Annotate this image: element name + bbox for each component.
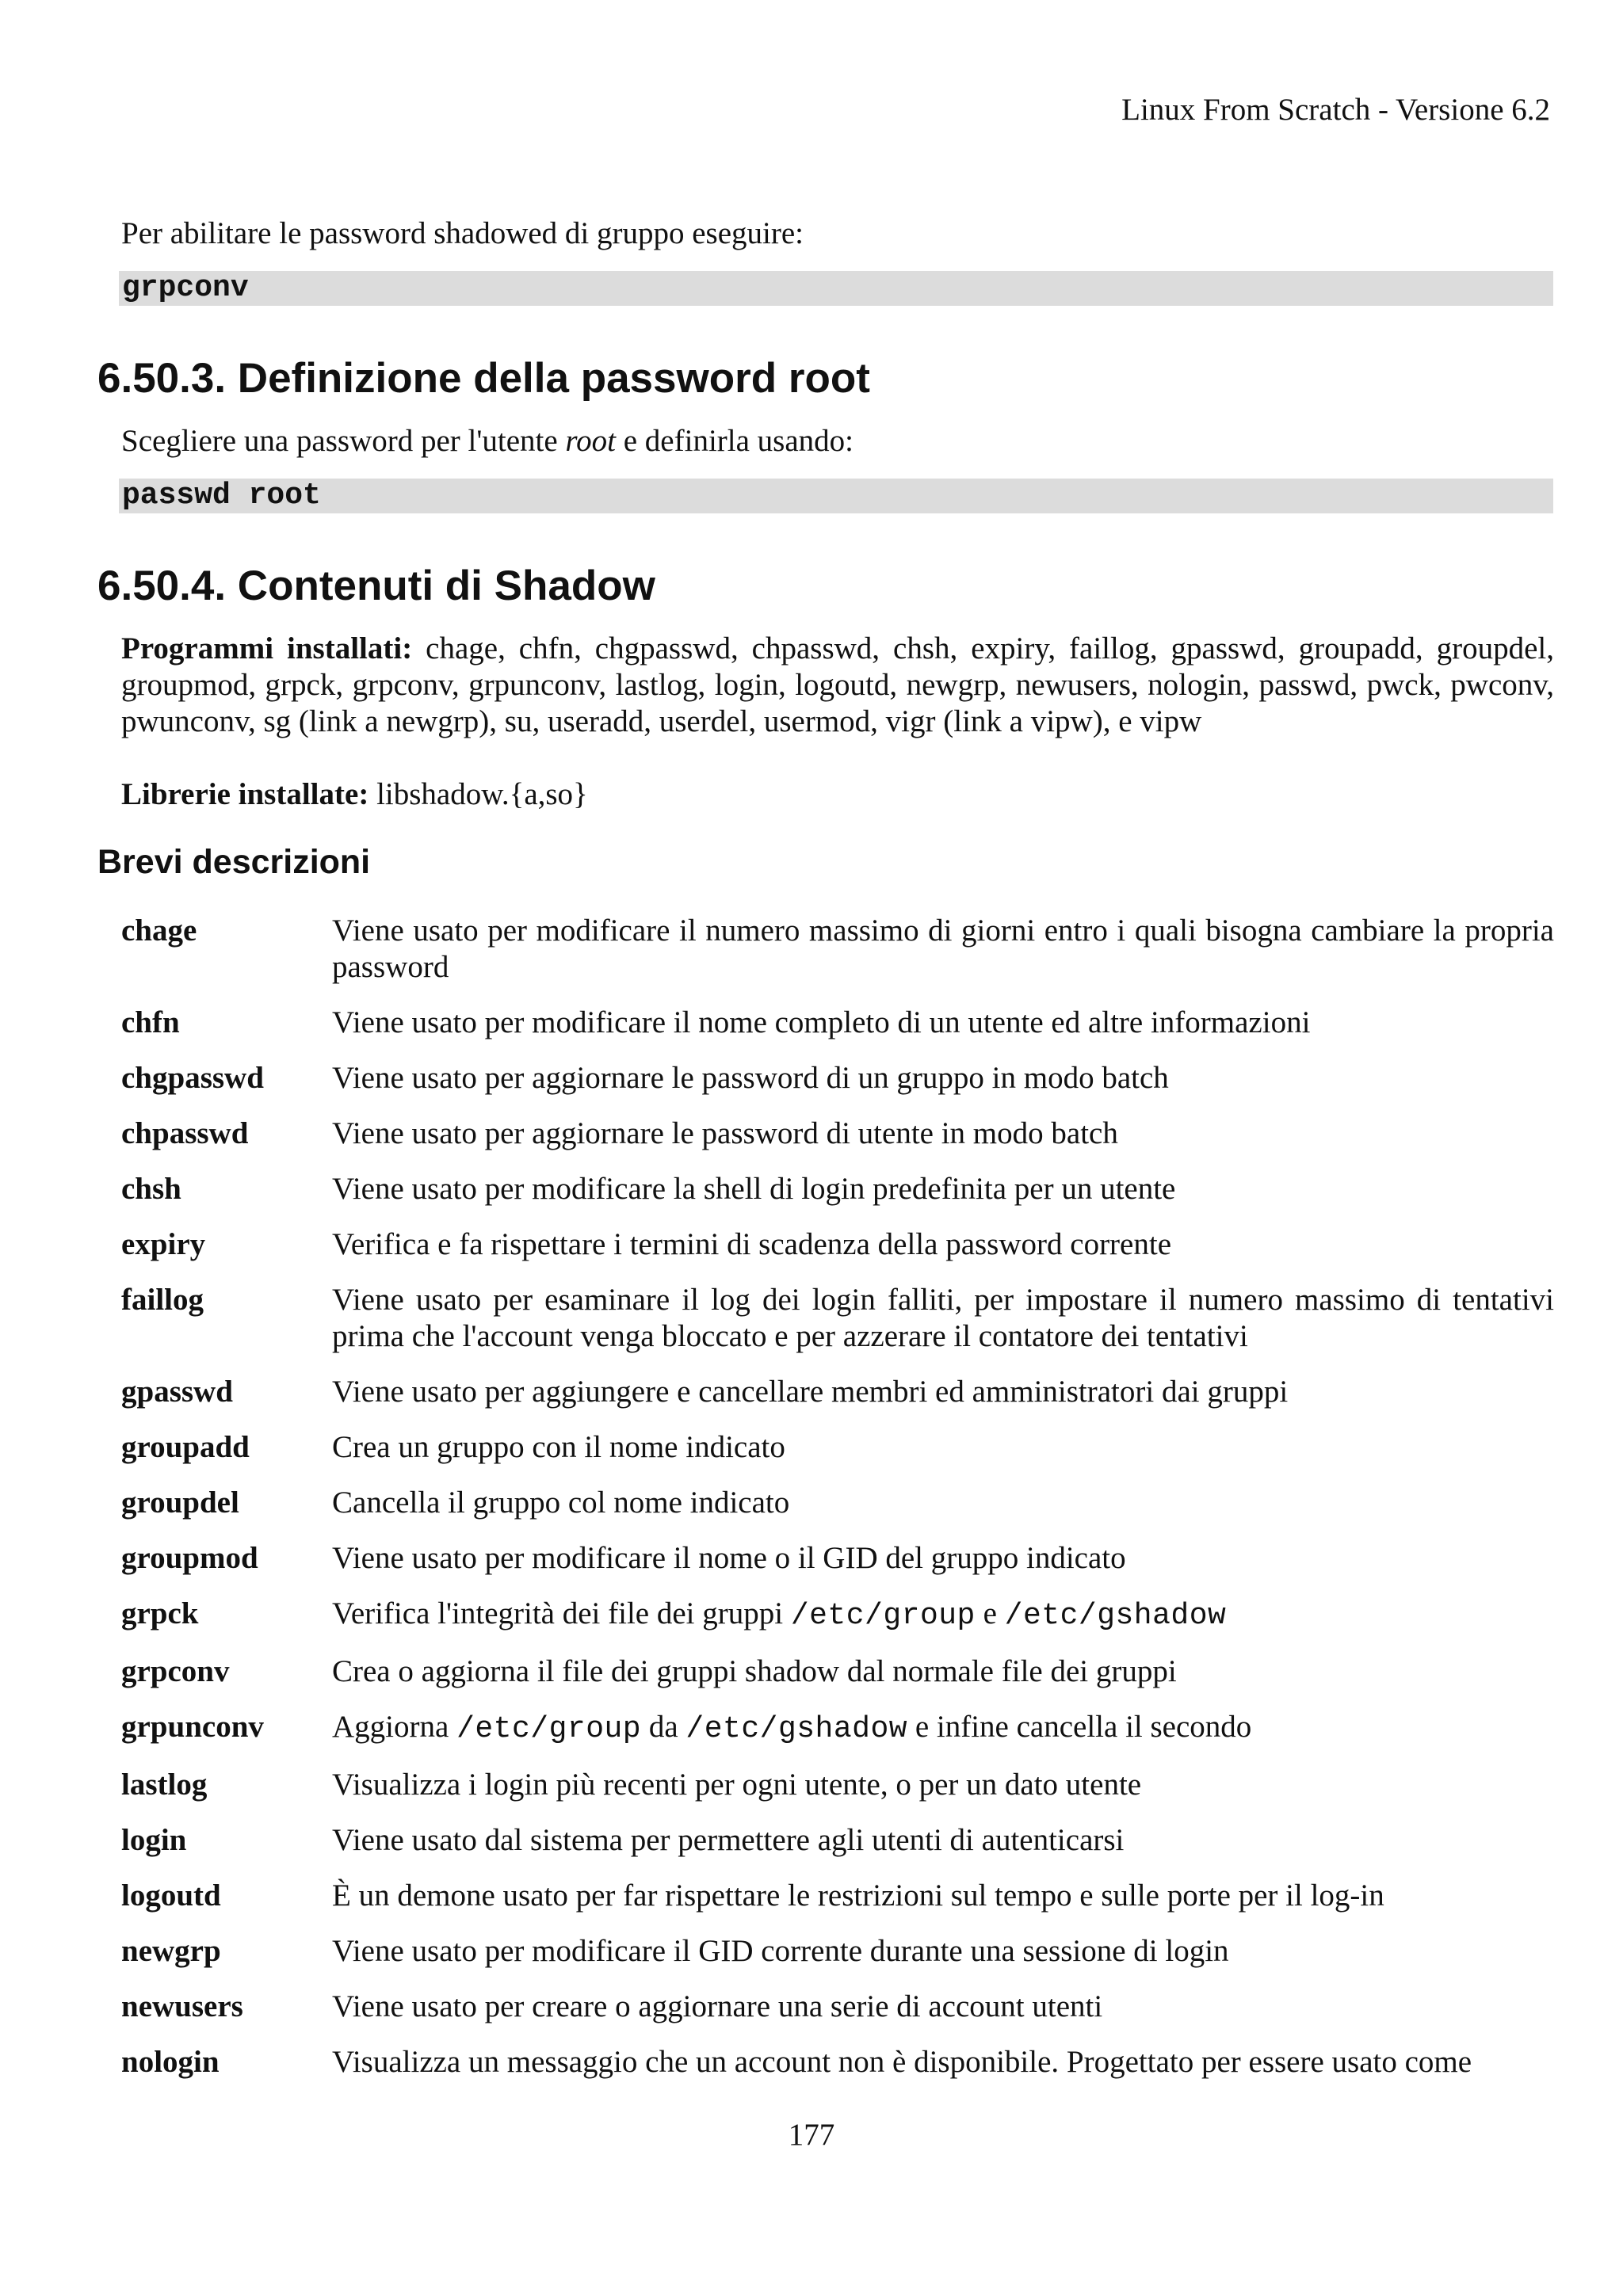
description-term: chsh <box>121 1172 181 1206</box>
description-term: gpasswd <box>121 1375 233 1409</box>
running-header: Linux From Scratch - Versione 6.2 <box>1121 93 1550 127</box>
description-row <box>121 1709 1554 1748</box>
description-definition: Verifica e fa rispettare i termini di scadenza della password corrente <box>332 1227 1171 1261</box>
description-term: chgpasswd <box>121 1061 264 1095</box>
description-row <box>121 1005 1554 1041</box>
definition-text: Verifica l'integrità dei file dei gruppi <box>332 1596 791 1630</box>
description-definition: Viene usato per aggiornare le password di utente in modo batch <box>332 1116 1118 1150</box>
description-term: groupdel <box>121 1486 239 1520</box>
description-term: faillog <box>121 1283 204 1317</box>
section-heading-contents: 6.50.4. Contenuti di Shadow <box>97 563 655 609</box>
description-row <box>121 1933 1554 1970</box>
description-row <box>121 1116 1554 1152</box>
description-definition: Viene usato per esaminare il log dei login falliti, per impostare il numero massimo di tentativi prima che l'account venga bloccato e per azzerare il contatore dei tentativi <box>332 1283 1554 1353</box>
installed-programs-label: Programmi installati: <box>121 631 413 666</box>
description-term: chfn <box>121 1005 180 1039</box>
definition-text: Aggiorna <box>332 1710 457 1744</box>
definition-text: e infine cancella il secondo <box>907 1710 1252 1744</box>
page-number: 177 <box>788 2118 835 2152</box>
description-term: groupadd <box>121 1430 250 1464</box>
description-definition: Viene usato per modificare la shell di login predefinita per un utente <box>332 1172 1176 1206</box>
intro-paragraph: Per abilitare le password shadowed di gruppo eseguire: <box>121 216 804 250</box>
description-row <box>121 1171 1554 1207</box>
description-definition: È un demone usato per far rispettare le restrizioni sul tempo e sulle porte per il log-in <box>332 1878 1384 1913</box>
description-term: expiry <box>121 1227 206 1261</box>
description-row <box>121 1767 1554 1803</box>
file-path: /etc/group <box>790 1599 976 1633</box>
descriptions-list <box>121 913 1554 2100</box>
description-definition: Viene usato per modificare il GID corrente durante una sessione di login <box>332 1934 1229 1968</box>
description-term: chage <box>121 913 197 948</box>
command-passwd-root: passwd root <box>119 479 1553 513</box>
root-text-emphasis: root <box>565 424 616 458</box>
definition-text: e <box>975 1596 1005 1630</box>
description-definition: Viene usato per creare o aggiornare una serie di account utenti <box>332 1989 1103 2023</box>
description-term: nologin <box>121 2045 220 2079</box>
description-term: grpconv <box>121 1654 230 1688</box>
description-row <box>121 1485 1554 1521</box>
description-row <box>121 1540 1554 1577</box>
description-row <box>121 1282 1554 1355</box>
description-definition: Visualizza un messaggio che un account non è disponibile. Progettato per essere usato come <box>332 2045 1472 2079</box>
description-row <box>121 1429 1554 1466</box>
section-heading-root-password: 6.50.3. Definizione della password root <box>97 355 870 402</box>
description-definition: Viene usato dal sistema per permettere agli utenti di autenticarsi <box>332 1823 1125 1857</box>
description-term: login <box>121 1823 187 1857</box>
file-path: /etc/gshadow <box>1004 1599 1227 1633</box>
root-text-after: e definirla usando: <box>616 424 854 458</box>
description-row <box>121 1596 1554 1634</box>
description-definition: Crea o aggiorna il file dei gruppi shadow dal normale file dei gruppi <box>332 1654 1177 1688</box>
installed-libraries-label: Librerie installate: <box>121 777 369 811</box>
description-term: chpasswd <box>121 1116 249 1150</box>
command-grpconv: grpconv <box>119 271 1553 306</box>
description-term: newusers <box>121 1989 243 2023</box>
installed-libraries-list: libshadow.{a,so} <box>369 777 588 811</box>
description-definition <box>332 1709 1554 1748</box>
description-term: logoutd <box>121 1878 221 1913</box>
file-path: /etc/group <box>456 1712 642 1746</box>
description-row <box>121 1878 1554 1914</box>
description-row <box>121 913 1554 986</box>
description-row <box>121 1226 1554 1263</box>
description-term: grpck <box>121 1596 199 1630</box>
description-definition: Visualizza i login più recenti per ogni utente, o per un dato utente <box>332 1768 1142 1802</box>
description-row <box>121 1653 1554 1690</box>
description-row <box>121 2044 1554 2081</box>
description-definition: Viene usato per aggiornare le password di un gruppo in modo batch <box>332 1061 1169 1095</box>
description-term: groupmod <box>121 1541 258 1575</box>
installed-libraries <box>121 776 588 813</box>
file-path: /etc/gshadow <box>685 1712 908 1746</box>
descriptions-heading: Brevi descrizioni <box>97 843 371 881</box>
description-row <box>121 1989 1554 2025</box>
description-definition <box>332 1596 1554 1634</box>
definition-text: da <box>641 1710 686 1744</box>
description-row <box>121 1374 1554 1410</box>
description-definition: Viene usato per aggiungere e cancellare membri ed amministratori dai gruppi <box>332 1375 1289 1409</box>
root-text-before: Scegliere una password per l'utente <box>121 424 566 458</box>
description-row <box>121 1060 1554 1097</box>
description-term: newgrp <box>121 1934 221 1968</box>
root-password-paragraph <box>121 423 854 460</box>
installed-programs-list: chage, chfn, chgpasswd, chpasswd, chsh, expiry, faillog, gpasswd, groupadd, groupdel, groupmod, grpck, grpconv, grpunconv, lastlog, login, logoutd, newgrp, newusers, nologin, passwd, pwck, pwconv, pwunconv, sg (link a newgrp), su, useradd, userdel, usermod, vigr (link a vipw), e vipw <box>121 631 1554 738</box>
installed-programs <box>121 631 1554 740</box>
description-definition: Cancella il gruppo col nome indicato <box>332 1486 790 1520</box>
description-definition: Viene usato per modificare il numero massimo di giorni entro i quali bisogna cambiare la propria password <box>332 913 1554 984</box>
description-definition: Viene usato per modificare il nome o il GID del gruppo indicato <box>332 1541 1126 1575</box>
description-definition: Viene usato per modificare il nome completo di un utente ed altre informazioni <box>332 1005 1311 1039</box>
description-term: grpunconv <box>121 1710 264 1744</box>
description-row <box>121 1822 1554 1859</box>
description-term: lastlog <box>121 1768 208 1802</box>
description-definition: Crea un gruppo con il nome indicato <box>332 1430 785 1464</box>
